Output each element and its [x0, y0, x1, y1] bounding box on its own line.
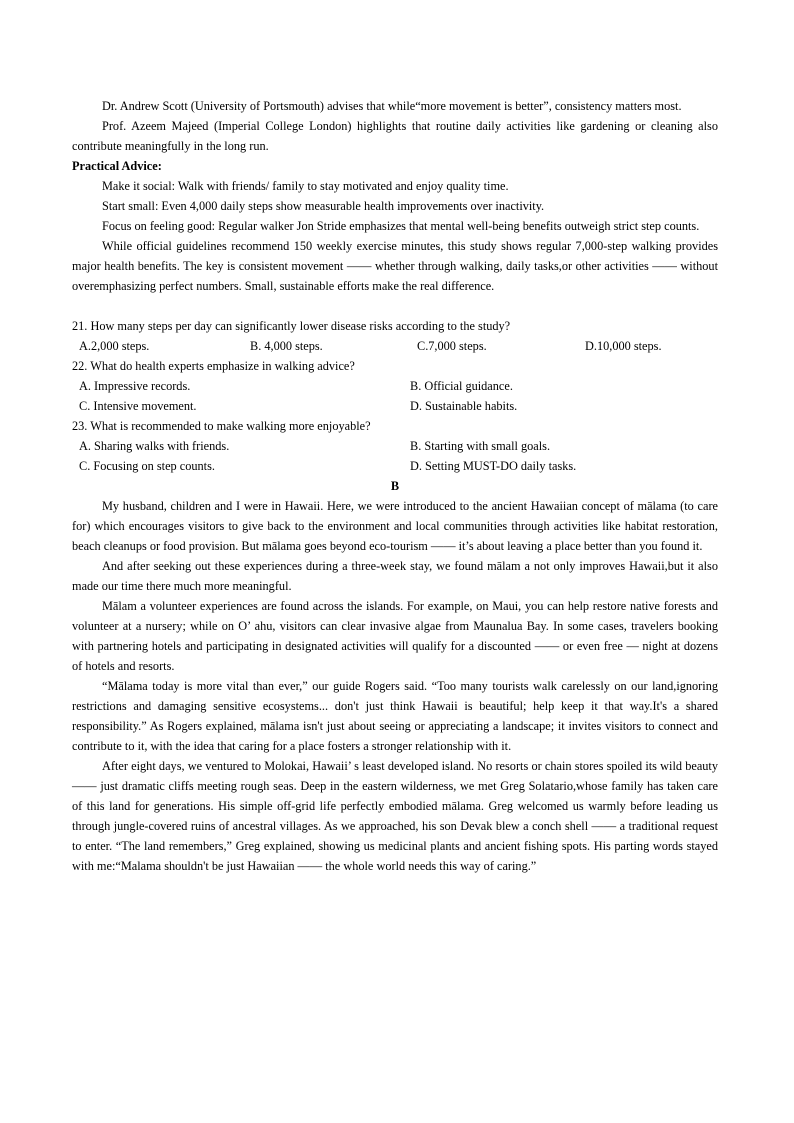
- q22-option-d: D. Sustainable habits.: [410, 399, 518, 413]
- q22-option-c: C. Intensive movement.: [79, 399, 197, 413]
- question-21-options: [72, 336, 718, 356]
- q22-option-b: B. Official guidance.: [410, 379, 513, 393]
- paragraph-b-3: Mālam a volunteer experiences are found across the islands. For example, on Maui, you can help restore native forests and volunteer at a nursery; while on O’ ahu, visitors can clear invasive algae from Maunalua Bay. In some cases, travelers booking with partnering hotels and participating in designated activities will qualify for a discounted —— or even free — night at dozens of hotels and resorts.: [72, 599, 718, 673]
- q23-option-a: A. Sharing walks with friends.: [79, 439, 230, 453]
- advice-item-social: Make it social: Walk with friends/ family to stay motivated and enjoy quality time.: [102, 179, 509, 193]
- q21-option-a: A.2,000 steps.: [79, 339, 150, 353]
- paragraph-scott: Dr. Andrew Scott (University of Portsmouth) advises that while“more movement is better”, consistency matters most.: [102, 99, 682, 113]
- q23-option-b: B. Starting with small goals.: [410, 439, 551, 453]
- section-b-label: B: [390, 479, 400, 493]
- question-22-options: [72, 376, 718, 416]
- q21-option-c: C.7,000 steps.: [417, 339, 487, 353]
- q22-option-a: A. Impressive records.: [79, 379, 191, 393]
- advice-item-feeling-good: Focus on feeling good: Regular walker Jon Stride emphasizes that mental well-being benefits outweigh strict step counts.: [102, 219, 700, 233]
- paragraph-b-5: After eight days, we ventured to Molokai, Hawaii’ s least developed island. No resorts or chain stores spoiled its wild beauty —— just dramatic cliffs meeting rough seas. Deep in the eastern wilderness, we met Greg Solatario,whose family has taken care of this land for generations. His simple off-grid life perfectly embodied mālama. Greg welcomed us warmly before leading us through jungle-covered ruins of ancestral villages. As we approached, his son Devak blew a conch shell —— a traditional request to enter. “The land remembers,” Greg explained, showing us medicinal plants and ancient fishing spots. His parting words stayed with me:“Malama shouldn't be just Hawaiian —— the whole world needs this way of caring.”: [72, 759, 718, 873]
- advice-heading: Practical Advice:: [72, 159, 162, 173]
- paragraph-conclusion: While official guidelines recommend 150 weekly exercise minutes, this study shows regular 7,000-step walking provides major health benefits. The key is consistent movement —— whether through walking, daily tasks,or other activities —— without overemphasizing perfect numbers. Small, sustainable efforts make the real difference.: [72, 239, 718, 293]
- question-23-options: [72, 436, 718, 476]
- paragraph-majeed: Prof. Azeem Majeed (Imperial College London) highlights that routine daily activities like gardening or cleaning also contribute meaningfully in the long run.: [72, 119, 718, 153]
- q23-option-d: D. Setting MUST-DO daily tasks.: [410, 459, 577, 473]
- q21-option-d: D.10,000 steps.: [585, 339, 662, 353]
- question-23-stem: 23. What is recommended to make walking more enjoyable?: [72, 419, 371, 433]
- advice-item-start-small: Start small: Even 4,000 daily steps show measurable health improvements over inactivity.: [102, 199, 545, 213]
- question-21-stem: 21. How many steps per day can significantly lower disease risks according to the study?: [72, 319, 511, 333]
- spacer: [72, 296, 718, 316]
- q23-option-c: C. Focusing on step counts.: [79, 459, 215, 473]
- paragraph-b-2: And after seeking out these experiences during a three-week stay, we found mālam a not only improves Hawaii,but it also made our time there much more meaningful.: [72, 559, 718, 593]
- question-22-stem: 22. What do health experts emphasize in walking advice?: [72, 359, 355, 373]
- paragraph-b-1: My husband, children and I were in Hawaii. Here, we were introduced to the ancient Hawaiian concept of mālama (to care for) which encourages visitors to give back to the environment and local communities through activities like habitat restoration, beach cleanups or food provision. But mālama goes beyond eco-tourism —— it’s about leaving a place better than you found it.: [72, 499, 718, 553]
- paragraph-b-4: “Mālama today is more vital than ever,” our guide Rogers said. “Too many tourists walk carelessly on our land,ignoring restrictions and damaging sensitive ecosystems... don't just think Hawaii is beautiful; help keep it that way.It's a shared responsibility.” As Rogers explained, mālama isn't just about seeing or appreciating a landscape; it invites visitors to connect and contribute to it, with the idea that caring for a place fosters a stronger relationship with it.: [72, 679, 718, 753]
- q21-option-b: B. 4,000 steps.: [250, 339, 323, 353]
- document-page: [72, 96, 718, 876]
